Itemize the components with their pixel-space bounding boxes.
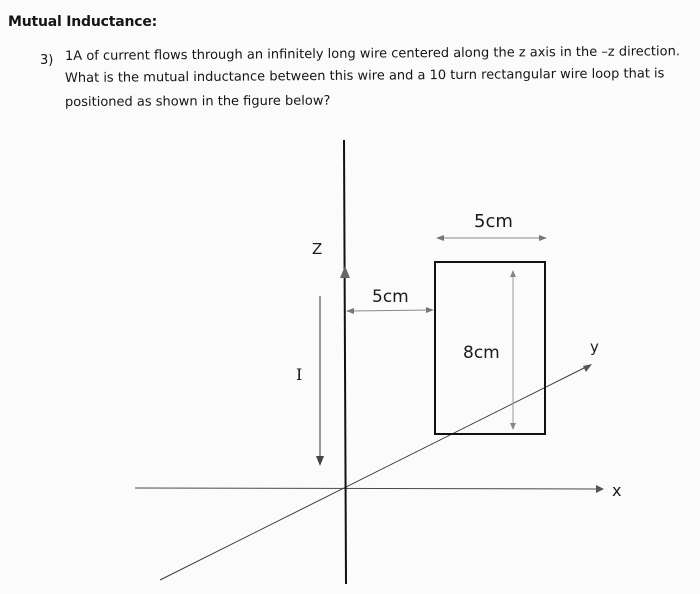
y-axis-line [160,365,590,580]
y-axis-arrowhead [583,364,592,372]
x-axis-line [135,488,598,489]
z-axis-label: Z [312,240,323,258]
current-label: I [296,365,303,384]
question-text-line-1: 1A of current flows through an infinitely long wire centered along the z axis in the –z direction. [64,44,680,64]
question-text-line-3: positioned as shown in the figure below? [64,93,331,110]
gap-dimension-arrowhead-right [426,307,434,313]
question-text-line-2: What is the mutual inductance between this wire and a 10 turn rectangular wire loop that is [64,66,665,86]
width-dimension-arrowhead-right [539,235,547,241]
current-direction-arrowhead [316,456,324,466]
width-dimension-label: 5cm [474,211,513,232]
gap-dimension-label: 5cm [372,287,409,307]
y-axis-label: y [590,338,599,356]
x-axis-label: x [612,481,622,500]
question-number: 3) [40,53,54,68]
height-dimension-arrowhead-top [510,270,516,277]
gap-dimension-line [350,310,430,311]
z-axis-arrowhead [340,266,350,278]
height-dimension-arrowhead-bottom [510,423,516,430]
x-axis-arrowhead [596,485,604,493]
height-dimension-label: 8cm [463,343,500,363]
gap-dimension-arrowhead-left [346,308,354,314]
width-dimension-arrowhead-left [436,235,444,241]
page-title: Mutual Inductance: [8,14,158,30]
z-axis-wire [344,140,346,584]
